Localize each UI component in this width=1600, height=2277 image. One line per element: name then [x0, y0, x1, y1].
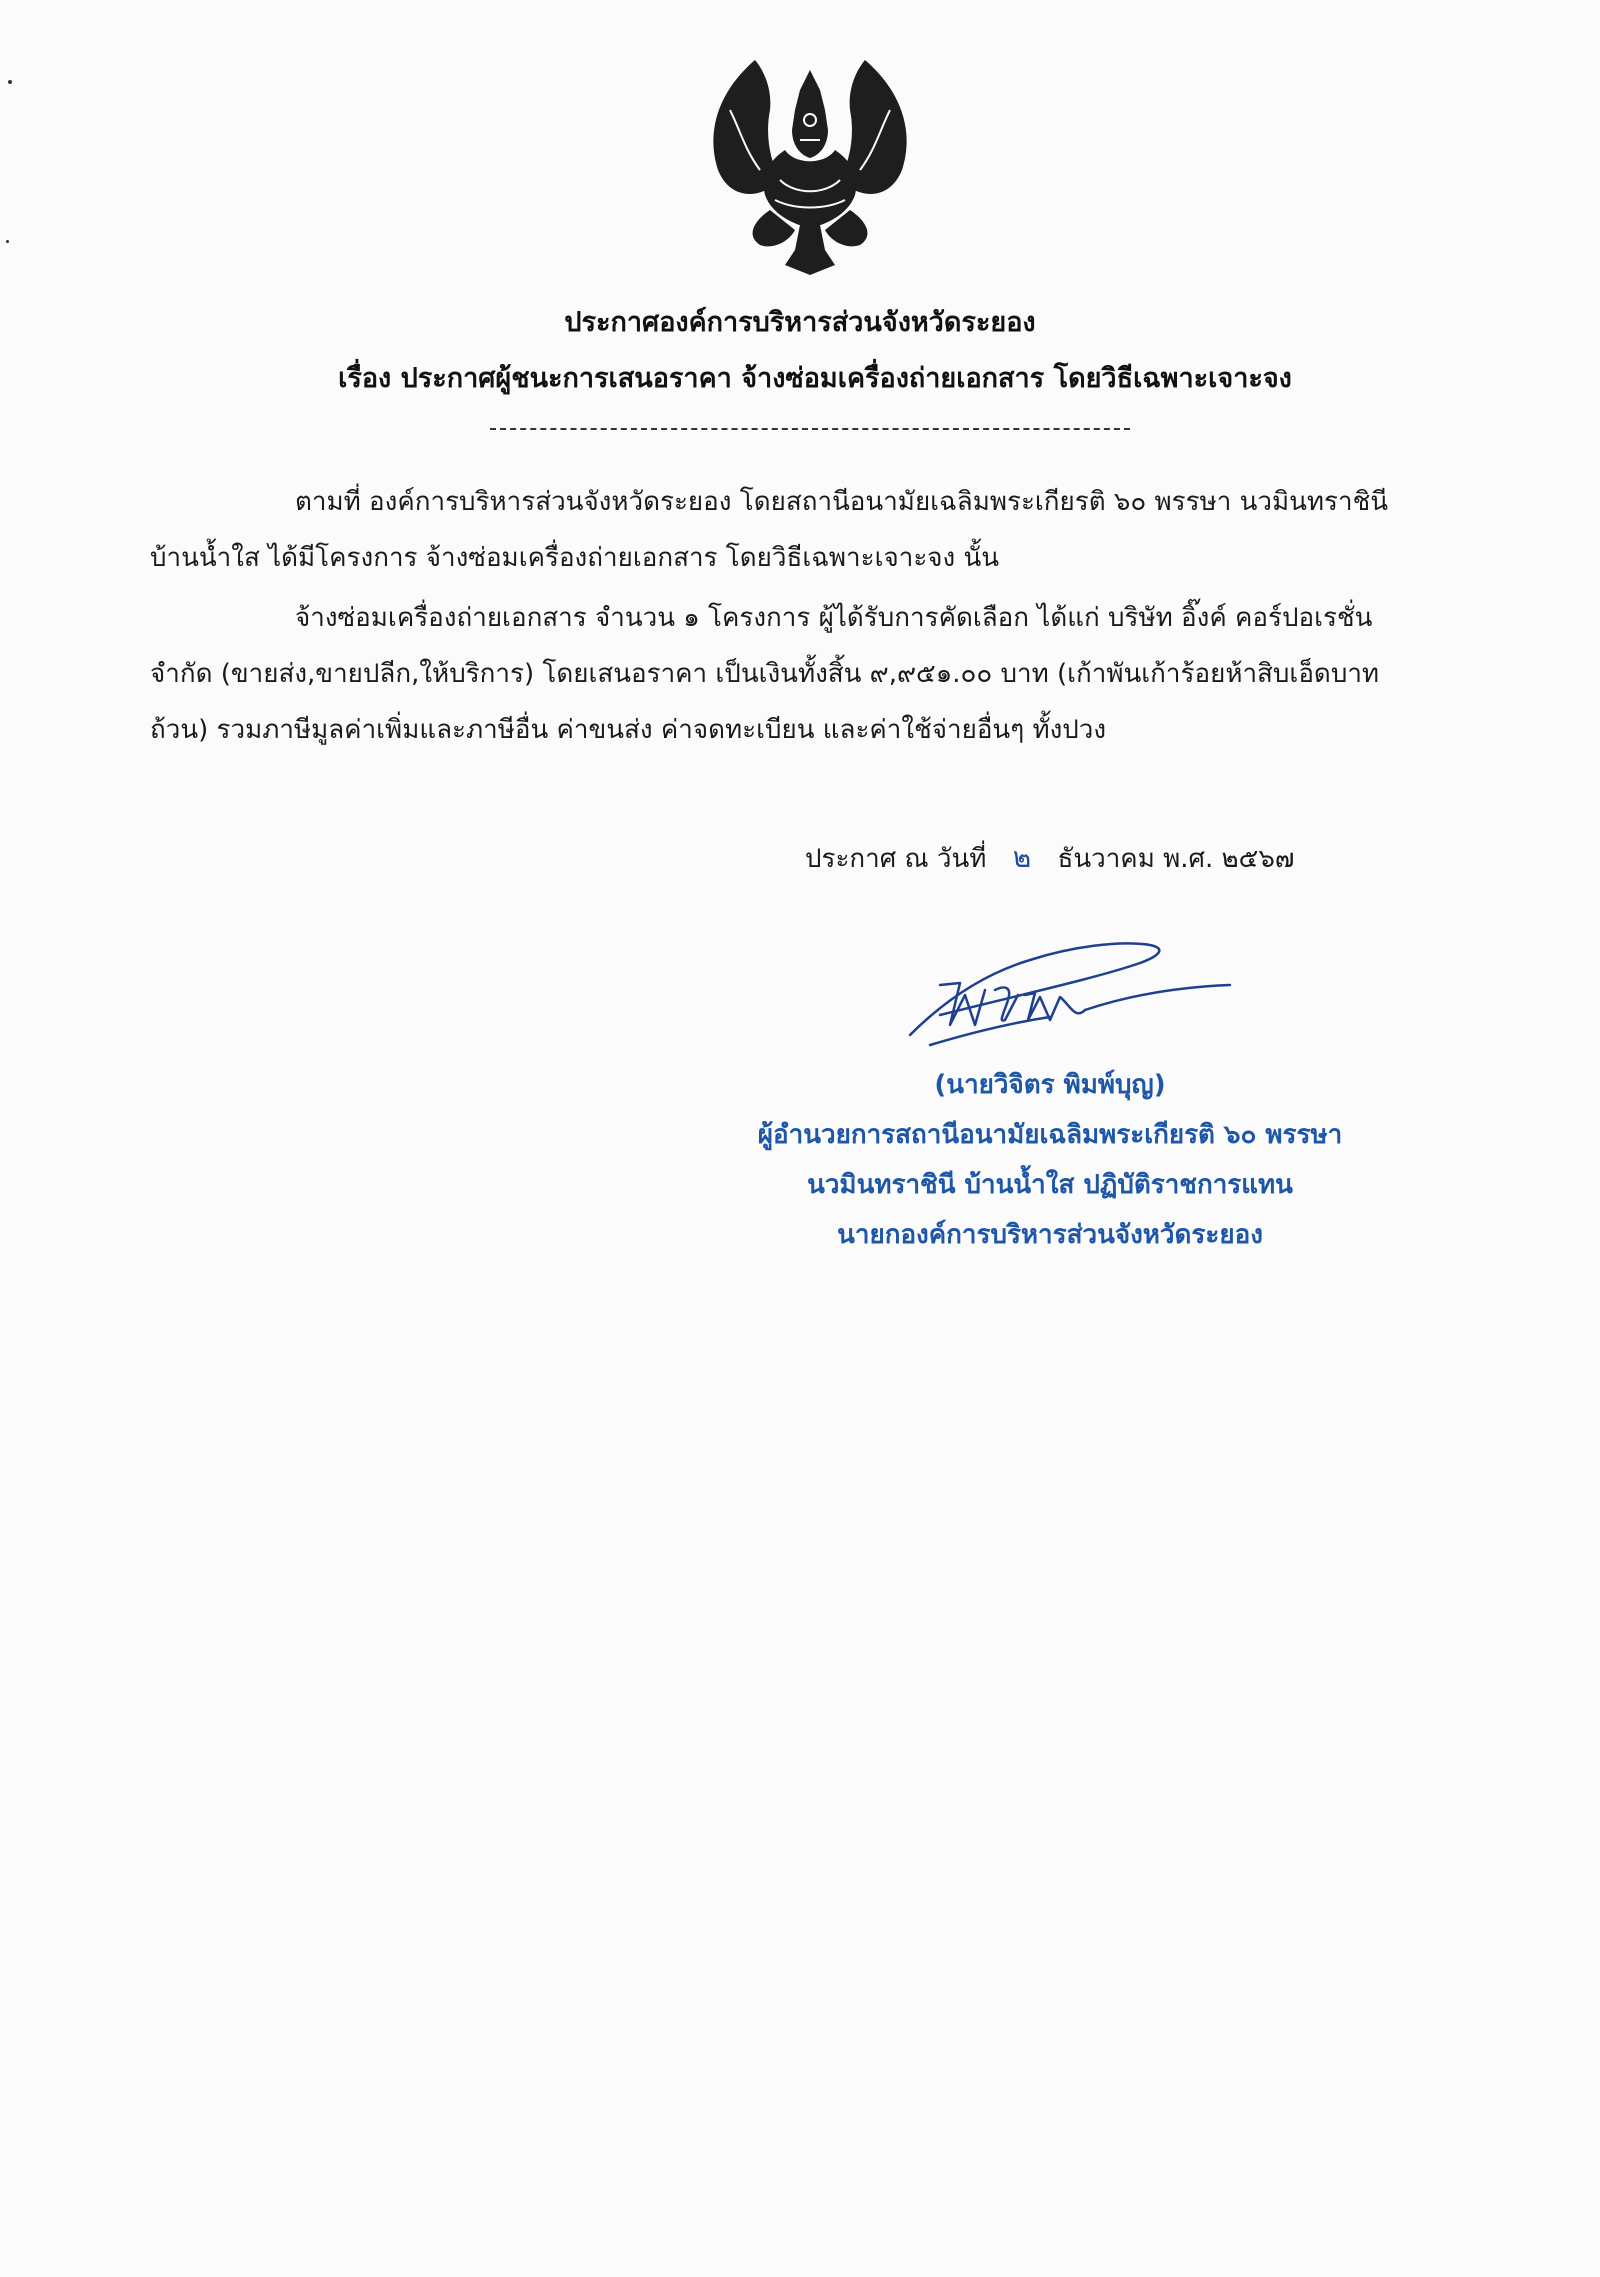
body-paragraph-1 — [150, 474, 1420, 586]
paragraph-1-text: ตามที่ องค์การบริหารส่วนจังหวัดระยอง โดยสถานีอนามัยเฉลิมพระเกียรติ ๖๐ พรรษา นวมินทราชินี บ้านน้ำใส ได้มีโครงการ จ้างซ่อมเครื่องถ่ายเอกสาร โดยวิธีเฉพาะเจาะจง นั้น — [150, 487, 1389, 573]
garuda-emblem-icon — [700, 50, 920, 280]
signer-block — [700, 1060, 1400, 1260]
handwritten-signature — [900, 925, 1240, 1055]
signer-position-line-1: ผู้อำนวยการสถานีอนามัยเฉลิมพระเกียรติ ๖๐ พรรษา — [757, 1120, 1343, 1150]
date-day: ๒ — [1012, 841, 1032, 874]
body-paragraph-2 — [150, 590, 1420, 758]
scan-speck — [6, 240, 9, 243]
paragraph-2-text: จ้างซ่อมเครื่องถ่ายเอกสาร จำนวน ๑ โครงการ ผู้ได้รับการคัดเลือก ได้แก่ บริษัท อิ๊งค์ คอร์ปอเรชั่น จำกัด (ขายส่ง,ขายปลีก,ให้บริการ) โดยเสนอราคา เป็นเงินทั้งสิ้น ๙,๙๕๑.๐๐ บาท (เก้าพันเก้าร้อยห้าสิบเอ็ดบาทถ้วน) รวมภาษีมูลค่าเพิ่มและภาษีอื่น ค่าขนส่ง ค่าจดทะเบียน และค่าใช้จ่ายอื่นๆ ทั้งปวง — [150, 603, 1380, 745]
date-month-year: ธันวาคม พ.ศ. ๒๕๖๗ — [1057, 844, 1295, 874]
scan-speck — [8, 80, 12, 84]
announcement-date — [805, 830, 1294, 887]
dashed-divider — [490, 428, 1130, 430]
signer-position-line-3: นายกองค์การบริหารส่วนจังหวัดระยอง — [837, 1220, 1263, 1250]
announcement-subject: เรื่อง ประกาศผู้ชนะการเสนอราคา จ้างซ่อมเครื่องถ่ายเอกสาร โดยวิธีเฉพาะเจาะจง — [338, 363, 1292, 394]
date-prefix: ประกาศ ณ วันที่ — [805, 844, 987, 874]
signer-position-line-2: นวมินทราชินี บ้านน้ำใส ปฏิบัติราชการแทน — [807, 1170, 1293, 1200]
title-block — [0, 295, 1600, 407]
announcement-title: ประกาศองค์การบริหารส่วนจังหวัดระยอง — [564, 307, 1036, 338]
signer-name: (นายวิจิตร พิมพ์บุญ) — [934, 1070, 1166, 1100]
